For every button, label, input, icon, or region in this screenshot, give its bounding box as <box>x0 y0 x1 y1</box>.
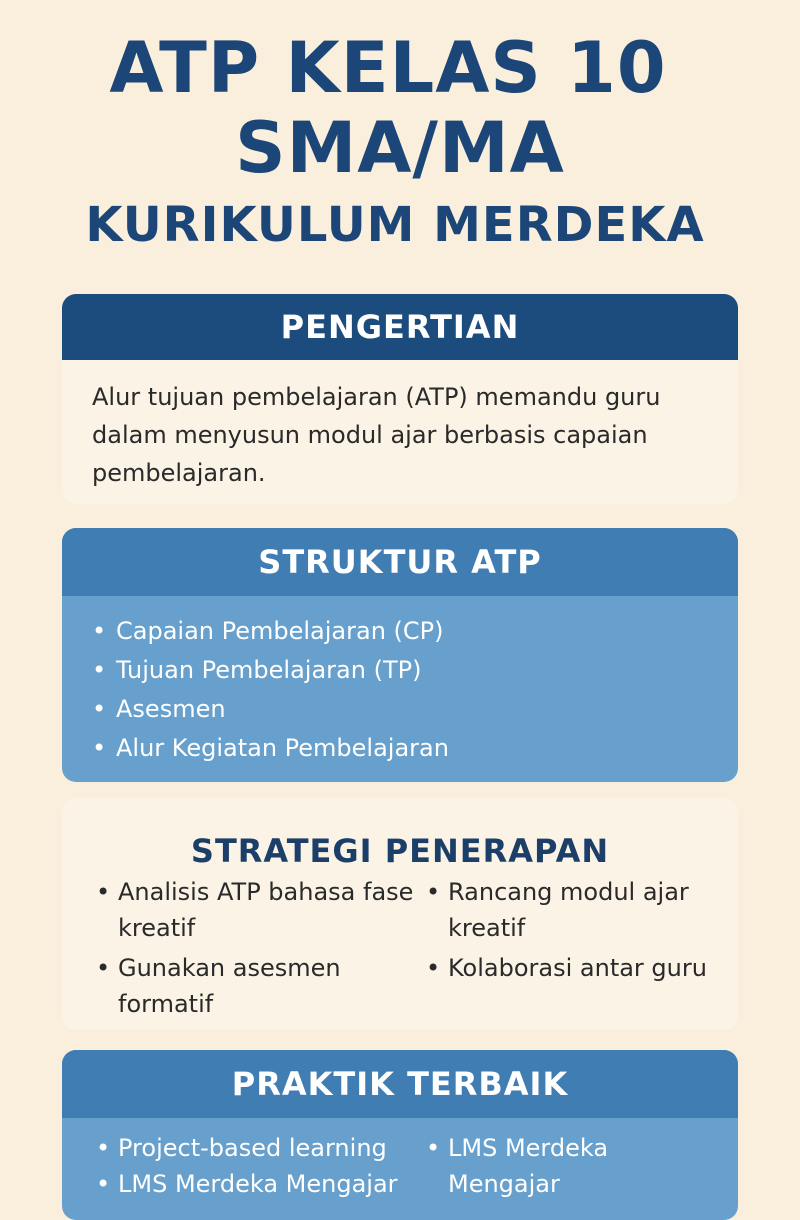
list-item <box>92 690 738 729</box>
bullet-icon: • <box>96 1134 111 1162</box>
bullet-icon: • <box>96 954 111 982</box>
praktik-heading: PRAKTIK TERBAIK <box>62 1050 738 1118</box>
bullet-icon: • <box>92 695 107 723</box>
struktur-card <box>62 528 738 782</box>
pengertian-body: Alur tujuan pembelajaran (ATP) memandu guru dalam menyusun modul ajar berbasis capaian pembelajaran. <box>92 383 661 487</box>
page-title <box>0 28 800 256</box>
list-item <box>96 874 426 946</box>
list-item-text: Alur Kegiatan Pembelajaran <box>116 734 449 762</box>
list-item-text: Analisis ATP bahasa fase kreatif <box>118 878 414 942</box>
bullet-icon: • <box>92 656 107 684</box>
list-item-text: LMS Merdeka Mengajar <box>118 1170 398 1198</box>
bullet-icon: • <box>426 1134 441 1162</box>
list-item-text: Gunakan asesmen formatif <box>118 954 341 1018</box>
list-item-text: Tujuan Pembelajaran (TP) <box>116 656 422 684</box>
list-item-text: Rancang modul ajar kreatif <box>448 878 689 942</box>
list-item <box>96 1130 426 1166</box>
bullet-icon: • <box>96 1170 111 1198</box>
title-line-2: SMA/MA <box>235 107 565 189</box>
list-item-text: LMS Merdeka Mengajar <box>448 1134 609 1198</box>
praktik-columns <box>62 1118 738 1202</box>
title-line-1: ATP KELAS 10 <box>109 27 667 109</box>
struktur-heading: STRUKTUR ATP <box>62 528 738 596</box>
title-line-3: KURIKULUM MERDEKA <box>85 197 705 253</box>
list-item-text: Asesmen <box>116 695 226 723</box>
bullet-icon: • <box>426 878 441 906</box>
list-item-text: Kolaborasi antar guru <box>448 954 707 982</box>
strategi-left-list <box>96 874 426 1026</box>
praktik-left-list <box>96 1130 426 1202</box>
list-item <box>426 874 726 946</box>
list-item-text: Capaian Pembelajaran (CP) <box>116 617 444 645</box>
list-item <box>92 612 738 651</box>
list-item <box>92 729 738 768</box>
pengertian-card <box>62 294 738 504</box>
strategi-right-list <box>426 874 726 1026</box>
bullet-icon: • <box>92 734 107 762</box>
bullet-icon: • <box>426 954 441 982</box>
struktur-list <box>62 596 738 768</box>
list-item <box>426 950 726 986</box>
list-item <box>96 950 426 1022</box>
bullet-icon: • <box>96 878 111 906</box>
pengertian-heading: PENGERTIAN <box>62 294 738 360</box>
bullet-icon: • <box>92 617 107 645</box>
praktik-right-list <box>426 1130 726 1202</box>
strategi-columns <box>62 874 738 1026</box>
list-item <box>96 1166 426 1202</box>
strategi-card <box>62 798 738 1030</box>
strategi-heading: STRATEGI PENERAPAN <box>190 832 610 870</box>
list-item <box>92 651 738 690</box>
praktik-card <box>62 1050 738 1220</box>
list-item <box>426 1130 726 1202</box>
list-item-text: Project-based learning <box>118 1134 387 1162</box>
